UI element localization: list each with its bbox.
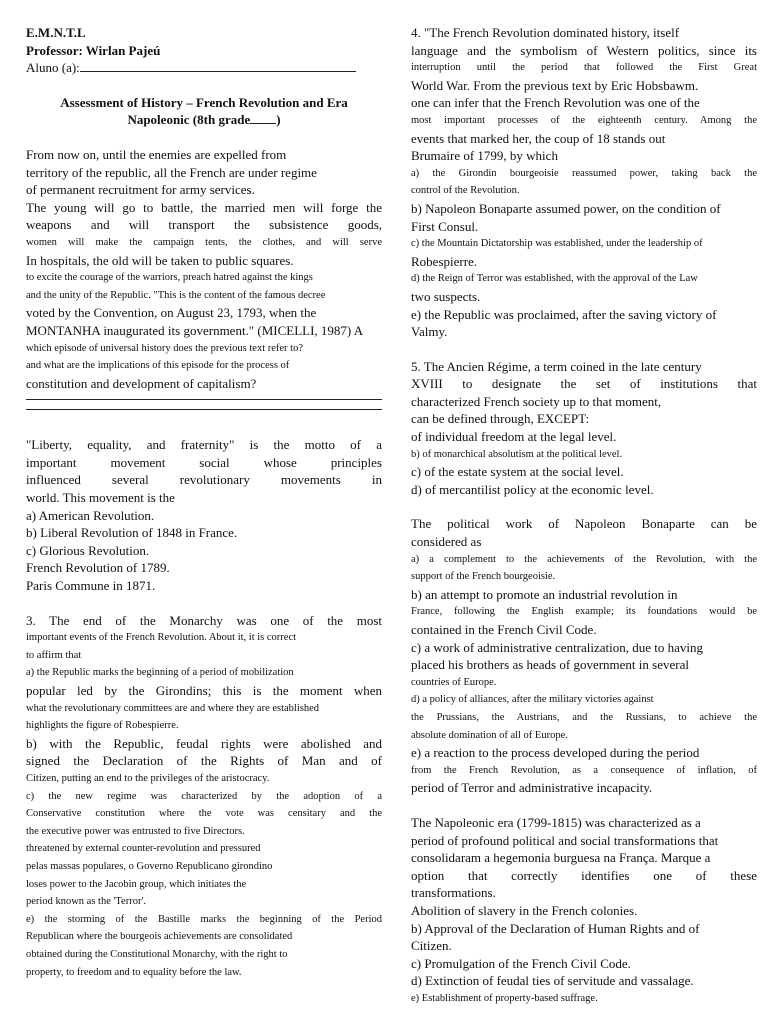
option-c[interactable]: c) a work of administrative centralization, due to having xyxy=(411,639,704,655)
answer-line[interactable] xyxy=(26,399,382,400)
professor-name: Professor: Wirlan Pajeú xyxy=(26,42,161,58)
option-b-cont: Citizen. xyxy=(411,938,452,954)
option-b[interactable]: b) Approval of the Declaration of Human Rights and of xyxy=(411,920,700,936)
question-1 xyxy=(26,146,382,410)
question-line: can be defined through, EXCEPT: xyxy=(411,411,590,427)
question-line: interruption until the period that followed the First Great xyxy=(411,62,757,74)
option-e-cont: property, to freedom and to equality before the law. xyxy=(26,966,242,978)
question-line: considered as xyxy=(411,534,482,550)
option-d-cont: two suspects. xyxy=(411,288,481,304)
option-b-cont: First Consul. xyxy=(411,218,479,234)
question-line: to affirm that xyxy=(26,649,82,661)
question-line: option that correctly identifies one of these xyxy=(411,867,757,883)
question-line: women will make the campaign tents, the clothes, and will serve xyxy=(26,236,382,248)
option-d-cont: absolute domination of all of Europe. xyxy=(411,729,568,741)
option-c[interactable]: c) of the estate system at the social level. xyxy=(411,464,624,480)
option-c[interactable]: c) the Mountain Dictatorship was established, under the leadership of xyxy=(411,238,703,250)
option-e-cont: period of Terror and administrative incapacity. xyxy=(411,780,653,796)
right-column xyxy=(411,24,757,1007)
question-line: important movement social whose principles xyxy=(26,454,382,470)
option-c[interactable]: c) Promulgation of the French Civil Code. xyxy=(411,955,631,971)
question-line: The political work of Napoleon Bonaparte can be xyxy=(411,516,757,532)
question-line: 3. The end of the Monarchy was one of the most xyxy=(26,612,382,628)
student-line xyxy=(26,59,382,77)
option-b[interactable]: b) Napoleon Bonaparte assumed power, on the condition of xyxy=(411,200,721,216)
option-a-cont: what the revolutionary committees are and where they are established xyxy=(26,702,320,714)
option-a-cont: highlights the figure of Robespierre. xyxy=(26,720,179,732)
question-line: territory of the republic, all the French are under regime xyxy=(26,164,317,180)
option-d[interactable]: d) a policy of alliances, after the military victories against xyxy=(411,694,654,706)
option-e-cont: Republican where the bourgeois achievements are consolidated xyxy=(26,931,293,943)
question-line: voted by the Convention, on August 23, 1793, when the xyxy=(26,305,317,321)
option-d[interactable]: d) the Reign of Terror was established, with the approval of the Law xyxy=(411,273,698,285)
option-e[interactable]: e) the Republic was proclaimed, after the saving victory of xyxy=(411,306,717,322)
option-e[interactable]: e) the storming of the Bastille marks the beginning of the Period xyxy=(26,913,382,925)
exam-subtitle: Napoleonic (8th grade ) xyxy=(127,112,281,128)
question-line: world. This movement is the xyxy=(26,490,175,506)
option-c-cont: Conservative constitution where the vote was censitary and the xyxy=(26,808,382,820)
grade-blank[interactable] xyxy=(250,111,276,124)
question-line: consolidaram a hegemonia burguesa na França. Marque a xyxy=(411,850,711,866)
question-line: The young will go to battle, the married men will forge the xyxy=(26,199,382,215)
option-d[interactable]: French Revolution of 1789. xyxy=(26,560,170,576)
question-line: of permanent recruitment for army services. xyxy=(26,182,255,198)
question-line: events that marked her, the coup of 18 stands out xyxy=(411,130,666,146)
left-column xyxy=(26,24,382,981)
option-c-cont: placed his brothers as heads of government in several xyxy=(411,657,689,673)
question-line: period of profound political and social transformations that xyxy=(411,832,719,848)
option-a[interactable]: of individual freedom at the legal level. xyxy=(411,429,617,445)
question-line: to excite the courage of the warriors, preach hatred against the kings xyxy=(26,272,313,284)
question-4 xyxy=(411,24,757,341)
option-b[interactable]: b) an attempt to promote an industrial revolution in xyxy=(411,586,678,602)
option-b[interactable]: b) with the Republic, feudal rights were abolished and xyxy=(26,735,382,751)
option-e-cont: obtained during the Constitutional Monarchy, with the right to xyxy=(26,948,288,960)
question-line: "Liberty, equality, and fraternity" is the motto of a xyxy=(26,437,382,453)
option-e[interactable]: e) Establishment of property-based suffrage. xyxy=(411,992,598,1004)
option-e-cont: from the French Revolution, as a consequence of inflation, of xyxy=(411,764,757,776)
option-a-cont: popular led by the Girondins; this is the moment when xyxy=(26,683,382,698)
option-c[interactable]: c) Glorious Revolution. xyxy=(26,542,150,558)
question-5 xyxy=(411,358,757,499)
option-c-cont: Robespierre. xyxy=(411,253,478,269)
option-b-cont: France, following the English example; its foundations would be xyxy=(411,606,757,618)
option-a-cont: control of the Revolution. xyxy=(411,185,520,197)
question-line: and what are the implications of this episode for the process of xyxy=(26,360,290,372)
option-d-cont: pelas massas populares, o Governo Republicano girondino xyxy=(26,860,273,872)
option-a[interactable]: a) a complement to the achievements of the Revolution, with the xyxy=(411,553,757,565)
student-name-blank[interactable] xyxy=(80,59,356,72)
option-b-cont: contained in the French Civil Code. xyxy=(411,622,597,637)
option-e[interactable]: e) a reaction to the process developed during the period xyxy=(411,745,700,761)
question-line: Brumaire of 1799, by which xyxy=(411,148,558,164)
question-2 xyxy=(26,436,382,594)
option-e-cont: Valmy. xyxy=(411,324,448,340)
question-line: and the unity of the Republic. "This is the content of the famous decree xyxy=(26,289,326,301)
question-line: From now on, until the enemies are expelled from xyxy=(26,146,287,162)
option-a-cont: support of the French bourgeoisie. xyxy=(411,571,556,583)
option-b-cont: signed the Declaration of the Rights of Man and of xyxy=(26,753,382,769)
question-line: characterized French society up to that moment, xyxy=(411,393,662,409)
question-line: The Napoleonic era (1799-1815) was characterized as a xyxy=(411,814,701,830)
option-d-cont: the Prussians, the Austrians, and the Russians, to achieve the xyxy=(411,711,757,723)
answer-line[interactable] xyxy=(26,409,382,410)
question-line: one can infer that the French Revolution was one of the xyxy=(411,95,700,111)
question-line: World War. From the previous text by Eric Hobsbawm. xyxy=(411,77,699,93)
option-a[interactable]: a) American Revolution. xyxy=(26,507,155,523)
option-e[interactable]: Paris Commune in 1871. xyxy=(26,578,156,594)
option-d-cont: period known as the 'Terror'. xyxy=(26,896,146,908)
question-line: 4. "The French Revolution dominated history, itself xyxy=(411,25,680,40)
question-line: transformations. xyxy=(411,885,496,901)
option-d-cont: loses power to the Jacobin group, which initiates the xyxy=(26,878,247,890)
option-c-cont: the executive power was entrusted to five Directors. xyxy=(26,825,245,837)
question-line: MONTANHA inaugurated its government." (MICELLI, 1987) A xyxy=(26,322,364,338)
option-d[interactable]: d) Extinction of feudal ties of servitude and vassalage. xyxy=(411,973,694,989)
question-line: which episode of universal history does the previous text refer to? xyxy=(26,342,304,354)
question-7 xyxy=(411,814,757,1008)
option-a[interactable]: Abolition of slavery in the French colonies. xyxy=(411,902,638,918)
question-line: 5. The Ancien Régime, a term coined in the late century xyxy=(411,358,702,374)
student-label: Aluno (a): xyxy=(26,60,80,76)
question-line: language and the symbolism of Western politics, since its xyxy=(411,42,757,58)
question-line: In hospitals, the old will be taken to public squares. xyxy=(26,252,294,268)
option-d[interactable]: threatened by external counter-revolution and pressured xyxy=(26,843,261,855)
option-a[interactable]: a) the Girondin bourgeoisie reassumed power, taking back the xyxy=(411,167,757,179)
question-6 xyxy=(411,515,757,797)
question-line: influenced several revolutionary movements in xyxy=(26,472,382,488)
question-line: XVIII to designate the set of institutions that xyxy=(411,376,757,392)
option-c[interactable]: c) the new regime was characterized by the adoption of a xyxy=(26,790,382,802)
question-line: weapons and will transport the subsistence goods, xyxy=(26,217,382,233)
option-b-cont: Citizen, putting an end to the privileges of the aristocracy. xyxy=(26,772,270,784)
option-b[interactable]: b) of monarchical absolutism at the political level. xyxy=(411,448,623,460)
option-a[interactable]: a) the Republic marks the beginning of a period of mobilization xyxy=(26,667,294,679)
question-line: most important processes of the eighteenth century. Among the xyxy=(411,114,757,126)
option-c-cont: countries of Europe. xyxy=(411,676,497,688)
option-b[interactable]: b) Liberal Revolution of 1848 in France. xyxy=(26,525,238,541)
question-3 xyxy=(26,612,382,981)
option-d[interactable]: d) of mercantilist policy at the economic level. xyxy=(411,481,654,497)
question-line: important events of the French Revolution. About it, it is correct xyxy=(26,632,297,644)
exam-title: Assessment of History – French Revolution and Era xyxy=(60,94,348,110)
question-line: constitution and development of capitalism? xyxy=(26,375,257,391)
school-name: E.M.N.T.L xyxy=(26,25,86,40)
